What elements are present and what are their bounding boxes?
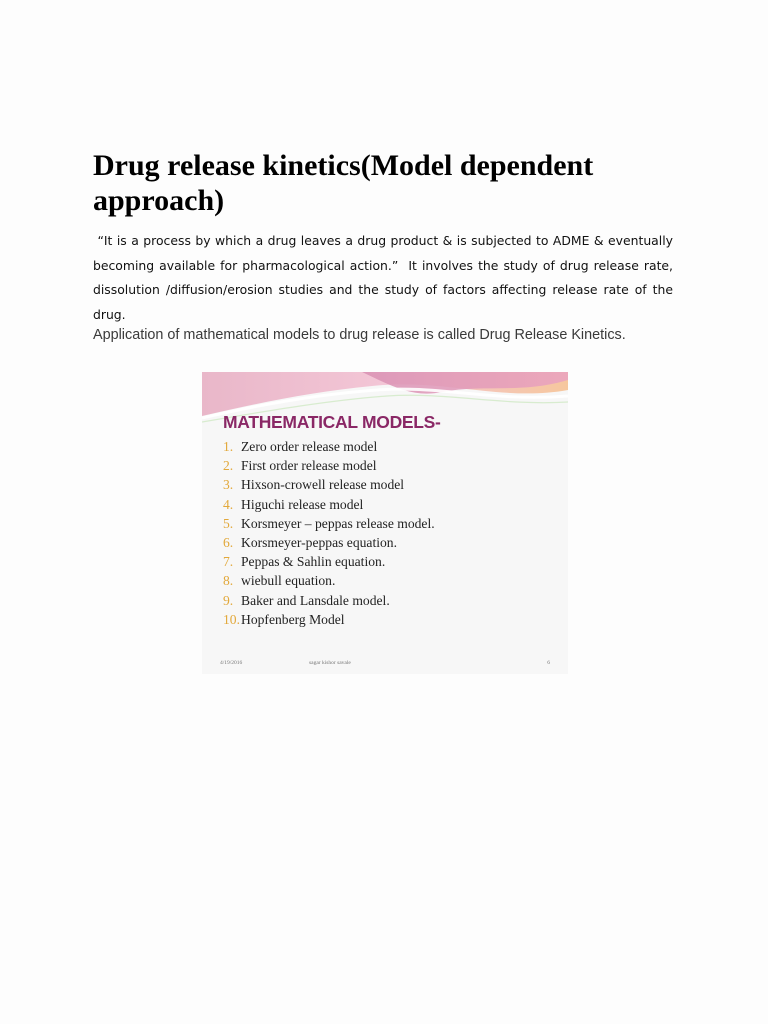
list-item: [223, 475, 435, 494]
mathematical-models-slide-image: [202, 372, 568, 674]
list-item: [223, 571, 435, 590]
slide-footer-author: sagar kishor savale: [309, 660, 351, 666]
list-item: [223, 533, 435, 552]
model-name: First order release model: [241, 458, 377, 474]
list-item: [223, 610, 435, 629]
list-item: [223, 495, 435, 514]
list-number: 8.: [223, 573, 234, 589]
list-number: 10.: [223, 611, 240, 627]
list-number: 7.: [223, 554, 234, 570]
list-number: 1.: [223, 439, 234, 454]
model-name: Zero order release model: [241, 439, 378, 454]
slide-footer: [202, 660, 568, 670]
list-item: [223, 437, 435, 456]
models-list: [223, 437, 435, 629]
list-item: [223, 456, 435, 475]
model-name: Peppas & Sahlin equation.: [241, 554, 386, 570]
list-number: 4.: [223, 496, 234, 512]
model-name: Baker and Lansdale model.: [241, 592, 390, 608]
application-sentence: Application of mathematical models to drug release is called Drug Release Kinetics.: [93, 327, 626, 343]
list-item: [223, 552, 435, 571]
list-number: 5.: [223, 515, 234, 531]
slide-footer-date: 4/19/2016: [220, 660, 243, 666]
model-name: Korsmeyer – peppas release model.: [241, 515, 435, 531]
list-number: 6.: [223, 535, 234, 551]
list-number: 3.: [223, 477, 234, 493]
slide-footer-page-number: 6: [547, 660, 550, 666]
model-name: Korsmeyer-peppas equation.: [241, 535, 398, 551]
list-item: [223, 591, 435, 610]
list-number: 9.: [223, 592, 234, 608]
page-title: Drug release kinetics(Model dependent approach): [93, 149, 594, 217]
model-name: Hixson-crowell release model: [241, 477, 405, 493]
slide-heading: MATHEMATICAL MODELS-: [223, 412, 441, 432]
intro-paragraph: “It is a process by which a drug leaves a drug product & is subjected to ADME & eventually becoming available for pharmacological action.” It involves the study of drug release rate, dissolution /diffusion/erosion studies and the study of factors affecting release rate of the drug.: [93, 233, 673, 322]
list-item: [223, 514, 435, 533]
list-number: 2.: [223, 458, 234, 474]
model-name: wiebull equation.: [241, 573, 336, 589]
model-name: Hopfenberg Model: [241, 611, 345, 627]
model-name: Higuchi release model: [241, 496, 364, 512]
